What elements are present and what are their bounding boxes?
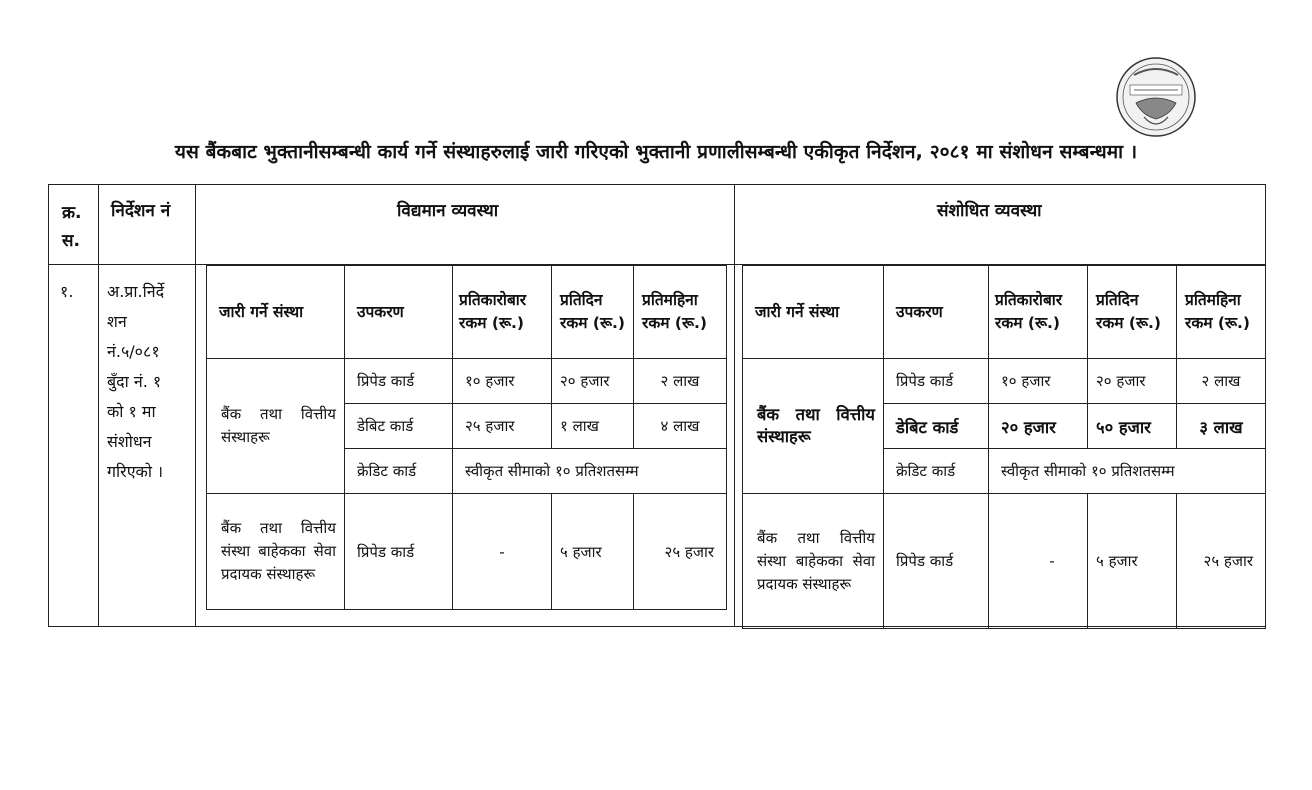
debit-per-transaction: २५ हजार — [453, 404, 552, 449]
credit-limit: स्वीकृत सीमाको १० प्रतिशतसम्म — [989, 449, 1266, 494]
instrument-prepaid: प्रिपेड कार्ड — [884, 359, 989, 404]
header-existing: विद्यमान व्यवस्था — [397, 201, 499, 221]
nonbank-per-month: २५ हजार — [634, 494, 727, 610]
instrument-debit: डेबिट कार्ड — [884, 404, 989, 449]
debit-per-transaction: २० हजार — [989, 404, 1088, 449]
issuer-non-bank: बैंक तथा वित्तीय संस्था बाहेकका सेवा प्रदायक संस्थाहरू — [743, 494, 884, 629]
col-header-issuer: जारी गर्ने संस्था — [207, 266, 345, 359]
debit-per-day: ५० हजार — [1088, 404, 1177, 449]
nonbank-per-day: ५ हजार — [1088, 494, 1177, 629]
nrb-seal-logo — [1114, 57, 1198, 137]
column-divider — [734, 185, 735, 626]
header-amended: संशोधित व्यवस्था — [937, 201, 1042, 221]
instrument-credit: क्रेडिट कार्ड — [345, 449, 453, 494]
prepaid-per-month: २ लाख — [634, 359, 727, 404]
row-serial-number: १. — [60, 282, 74, 301]
header-directive-no: निर्देशन नं — [111, 201, 171, 221]
prepaid-per-transaction: १० हजार — [989, 359, 1088, 404]
header-sn: क्र. स. — [62, 203, 82, 251]
amended-limits-table — [742, 265, 1266, 629]
reference-line: गरिएको । — [107, 462, 164, 481]
column-divider — [98, 185, 99, 626]
instrument-prepaid: प्रिपेड कार्ड — [345, 359, 453, 404]
col-header-per-day: प्रतिदिन रकम (रू.) — [552, 266, 634, 359]
reference-line: को १ मा — [107, 402, 156, 421]
amendment-table — [48, 184, 1266, 627]
reference-line: बुँदा नं. १ — [107, 372, 162, 391]
prepaid-per-transaction: १० हजार — [453, 359, 552, 404]
reference-line: अ.प्रा.निर्दे — [107, 282, 165, 301]
col-header-per-transaction: प्रतिकारोबार रकम (रू.) — [453, 266, 552, 359]
reference-line: संशोधन — [107, 432, 152, 451]
directive-reference — [107, 277, 187, 487]
instrument-debit: डेबिट कार्ड — [345, 404, 453, 449]
debit-per-month: ४ लाख — [634, 404, 727, 449]
instrument-credit: क्रेडिट कार्ड — [884, 449, 989, 494]
credit-limit: स्वीकृत सीमाको १० प्रतिशतसम्म — [453, 449, 727, 494]
existing-limits-table — [206, 265, 727, 610]
column-divider — [195, 185, 196, 626]
prepaid-per-month: २ लाख — [1177, 359, 1266, 404]
reference-line: नं.५/०८१ — [107, 342, 160, 361]
instrument-prepaid: प्रिपेड कार्ड — [884, 494, 989, 629]
issuer-banks: बैंक तथा वित्तीय संस्थाहरू — [743, 359, 884, 494]
col-header-issuer: जारी गर्ने संस्था — [743, 266, 884, 359]
col-header-per-day: प्रतिदिन रकम (रू.) — [1088, 266, 1177, 359]
debit-per-month: ३ लाख — [1177, 404, 1266, 449]
nonbank-per-transaction: - — [989, 494, 1088, 629]
col-header-per-month: प्रतिमहिना रकम (रू.) — [1177, 266, 1266, 359]
col-header-per-month: प्रतिमहिना रकम (रू.) — [634, 266, 727, 359]
nonbank-per-month: २५ हजार — [1177, 494, 1266, 629]
instrument-prepaid: प्रिपेड कार्ड — [345, 494, 453, 610]
issuer-non-bank: बैंक तथा वित्तीय संस्था बाहेकका सेवा प्रदायक संस्थाहरू — [207, 494, 345, 610]
col-header-per-transaction: प्रतिकारोबार रकम (रू.) — [989, 266, 1088, 359]
prepaid-per-day: २० हजार — [1088, 359, 1177, 404]
debit-per-day: १ लाख — [552, 404, 634, 449]
col-header-instrument: उपकरण — [345, 266, 453, 359]
col-header-instrument: उपकरण — [884, 266, 989, 359]
nonbank-per-transaction: - — [453, 494, 552, 610]
reference-line: शन — [107, 312, 127, 331]
nonbank-per-day: ५ हजार — [552, 494, 634, 610]
page-title: यस बैंकबाट भुक्तानीसम्बन्धी कार्य गर्ने संस्थाहरुलाई जारी गरिएको भुक्तानी प्रणालीसम्बन्धी एकीकृत निर्देशन, २०८१ मा संशोधन सम्बन्धमा । — [174, 141, 1138, 163]
prepaid-per-day: २० हजार — [552, 359, 634, 404]
issuer-banks: बैंक तथा वित्तीय संस्थाहरू — [207, 359, 345, 494]
